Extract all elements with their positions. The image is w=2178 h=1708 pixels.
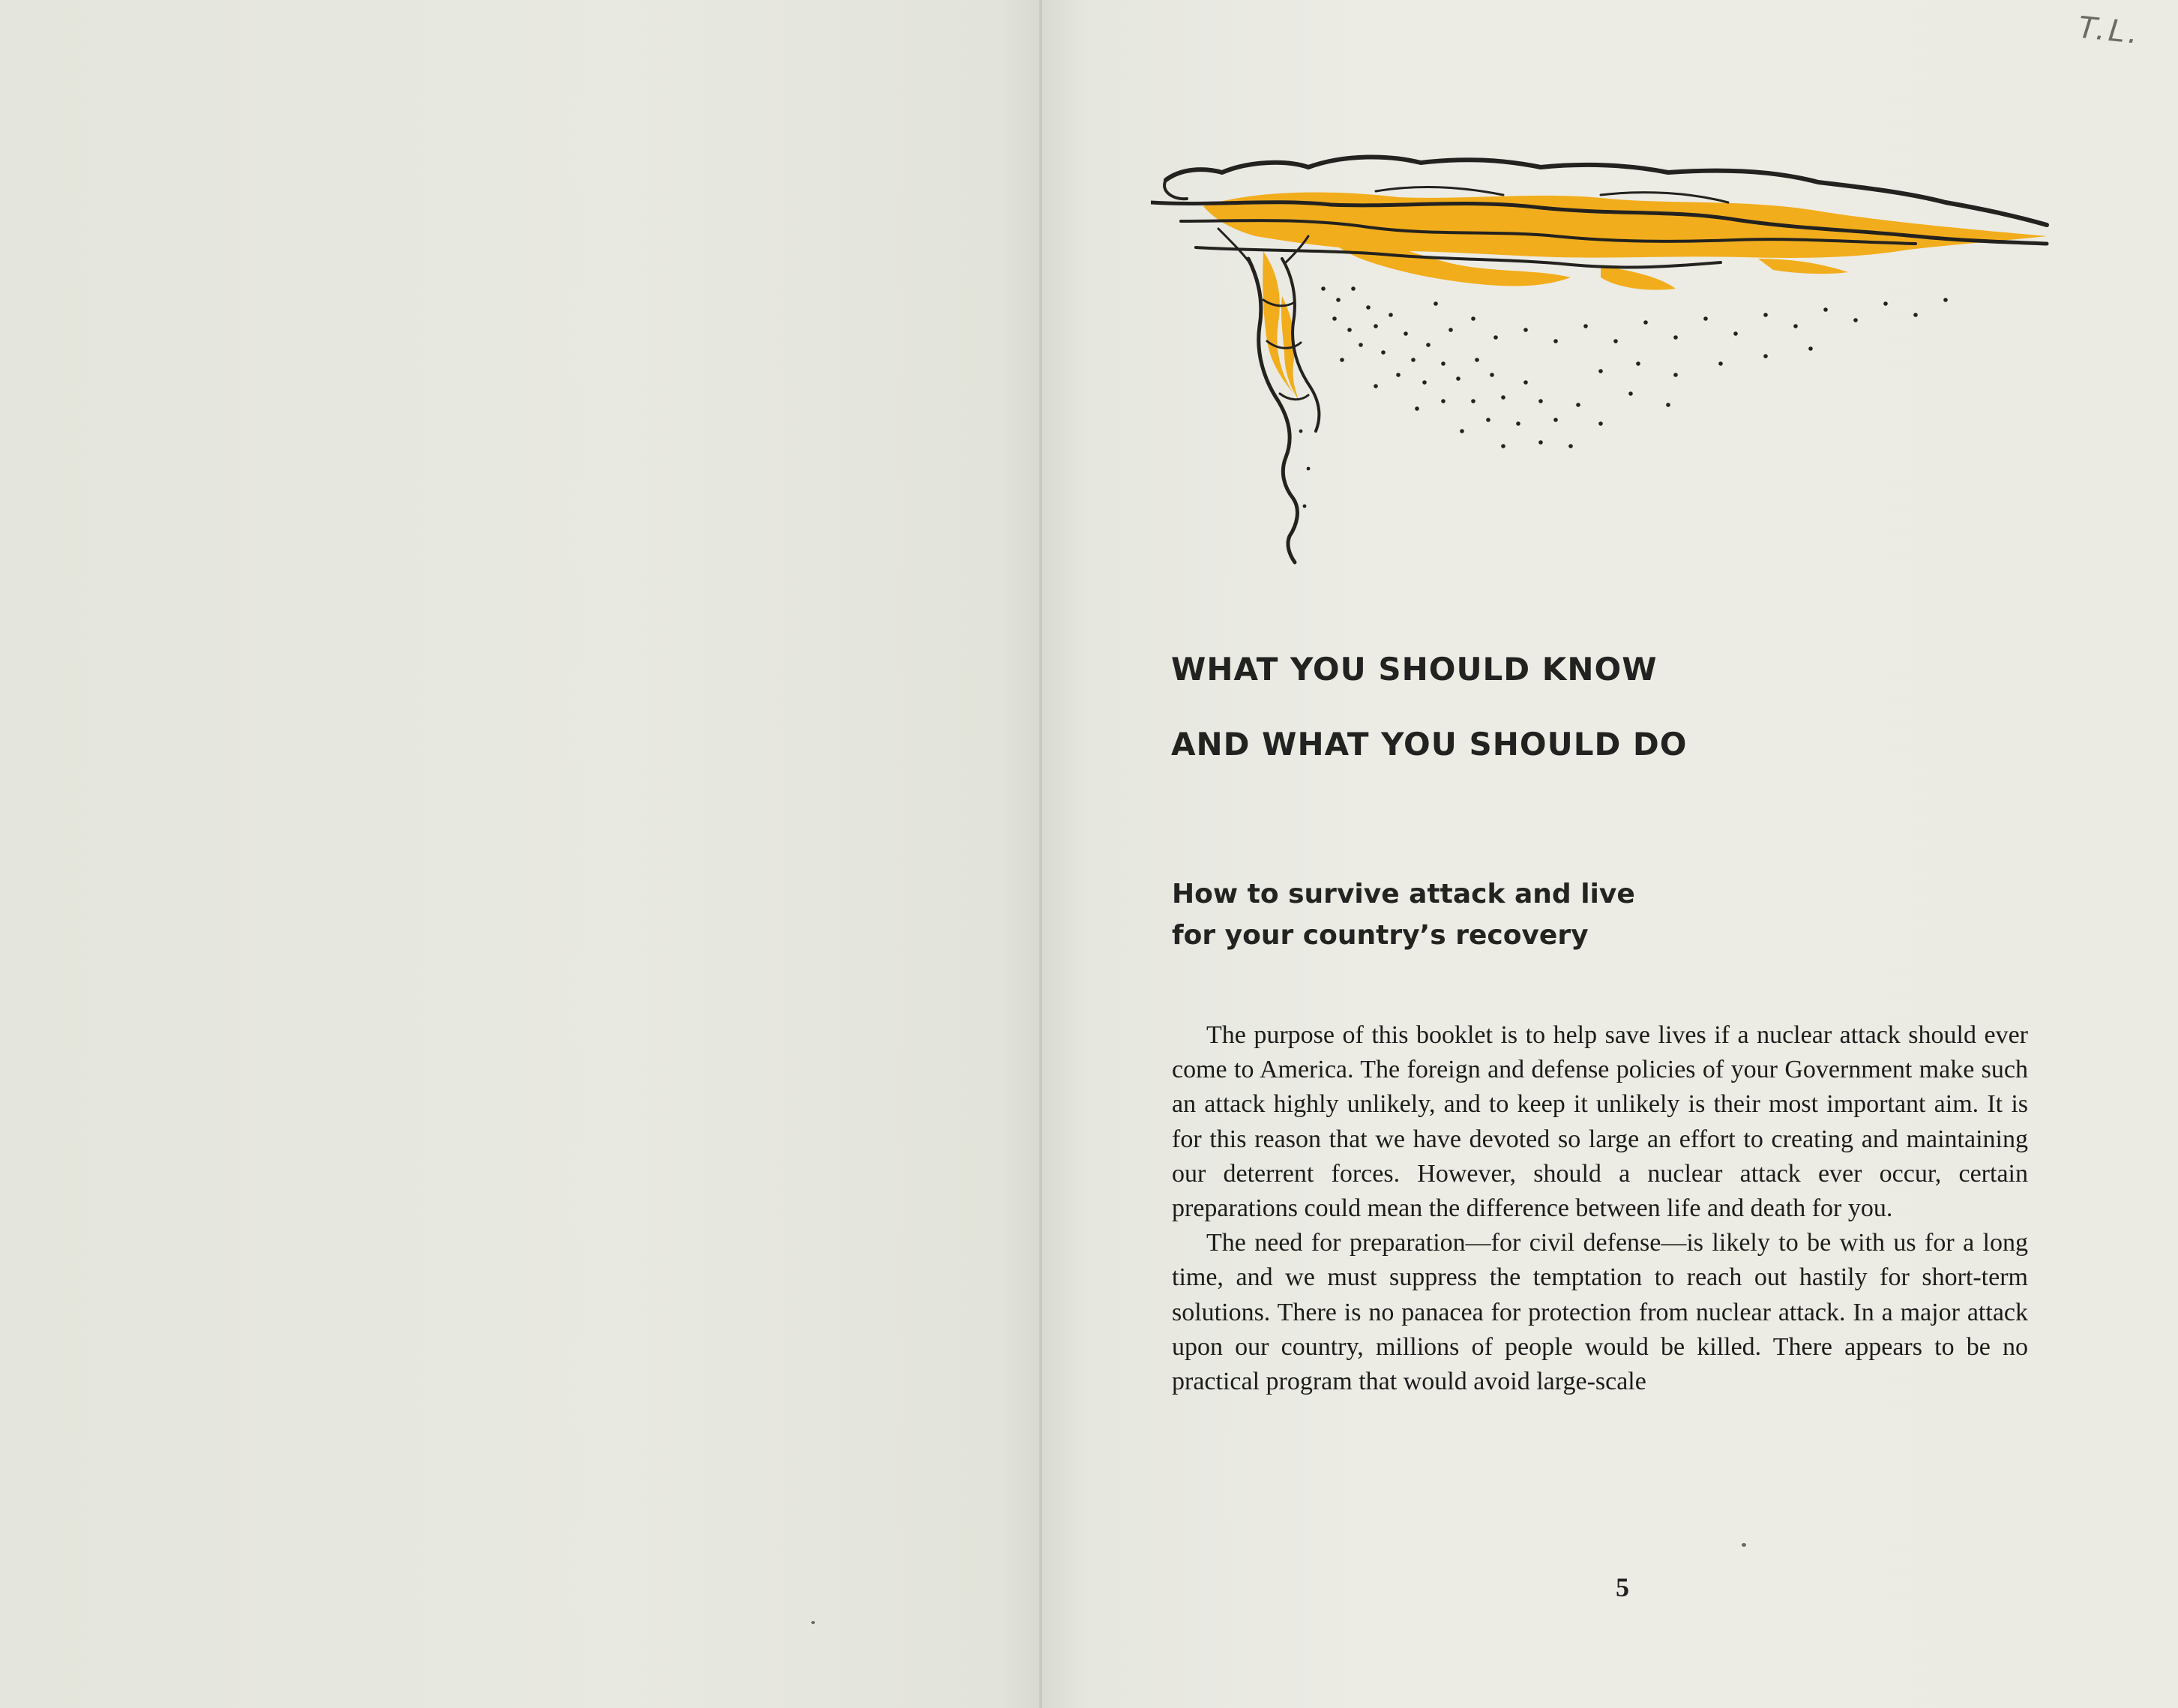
handwritten-initials: T.L.: [2076, 10, 2143, 52]
subheading-line-1: How to survive attack and live: [1172, 879, 1635, 909]
left-page: [0, 0, 1042, 1708]
subheading: [1172, 873, 2034, 956]
main-heading-line-2: AND WHAT YOU SHOULD DO: [1171, 726, 1688, 763]
mushroom-cloud-illustration: [1151, 146, 2054, 566]
main-heading-line-1: WHAT YOU SHOULD KNOW: [1171, 651, 1658, 688]
paragraph-2: The need for preparation—for civil defense—is likely to be with us for a long time, and we must suppress the temptation to reach out hastily for short-term solutions. There is no panacea for protection from nuclear attack. In a major attack upon our country, millions of people would be killed. There appears to be no practical program that would avoid large-scale: [1172, 1229, 2028, 1396]
paper-speck: [1742, 1543, 1746, 1547]
paper-speck: [811, 1621, 815, 1624]
page-number: 5: [1616, 1572, 1629, 1602]
body-text: [1172, 1018, 2028, 1399]
subheading-line-2: for your country’s recovery: [1172, 920, 1589, 951]
paragraph-1: The purpose of this booklet is to help save lives if a nuclear attack should ever come to America. The foreign and defense policies of your Government make such an attack highly unlikely, and to keep it unlikely is their most important aim. It is for this reason that we have devoted so large an effort to creating and maintaining our deterrent forces. However, should a nuclear attack ever occur, certain preparations could mean the difference between life and death for you.: [1172, 1021, 2028, 1223]
